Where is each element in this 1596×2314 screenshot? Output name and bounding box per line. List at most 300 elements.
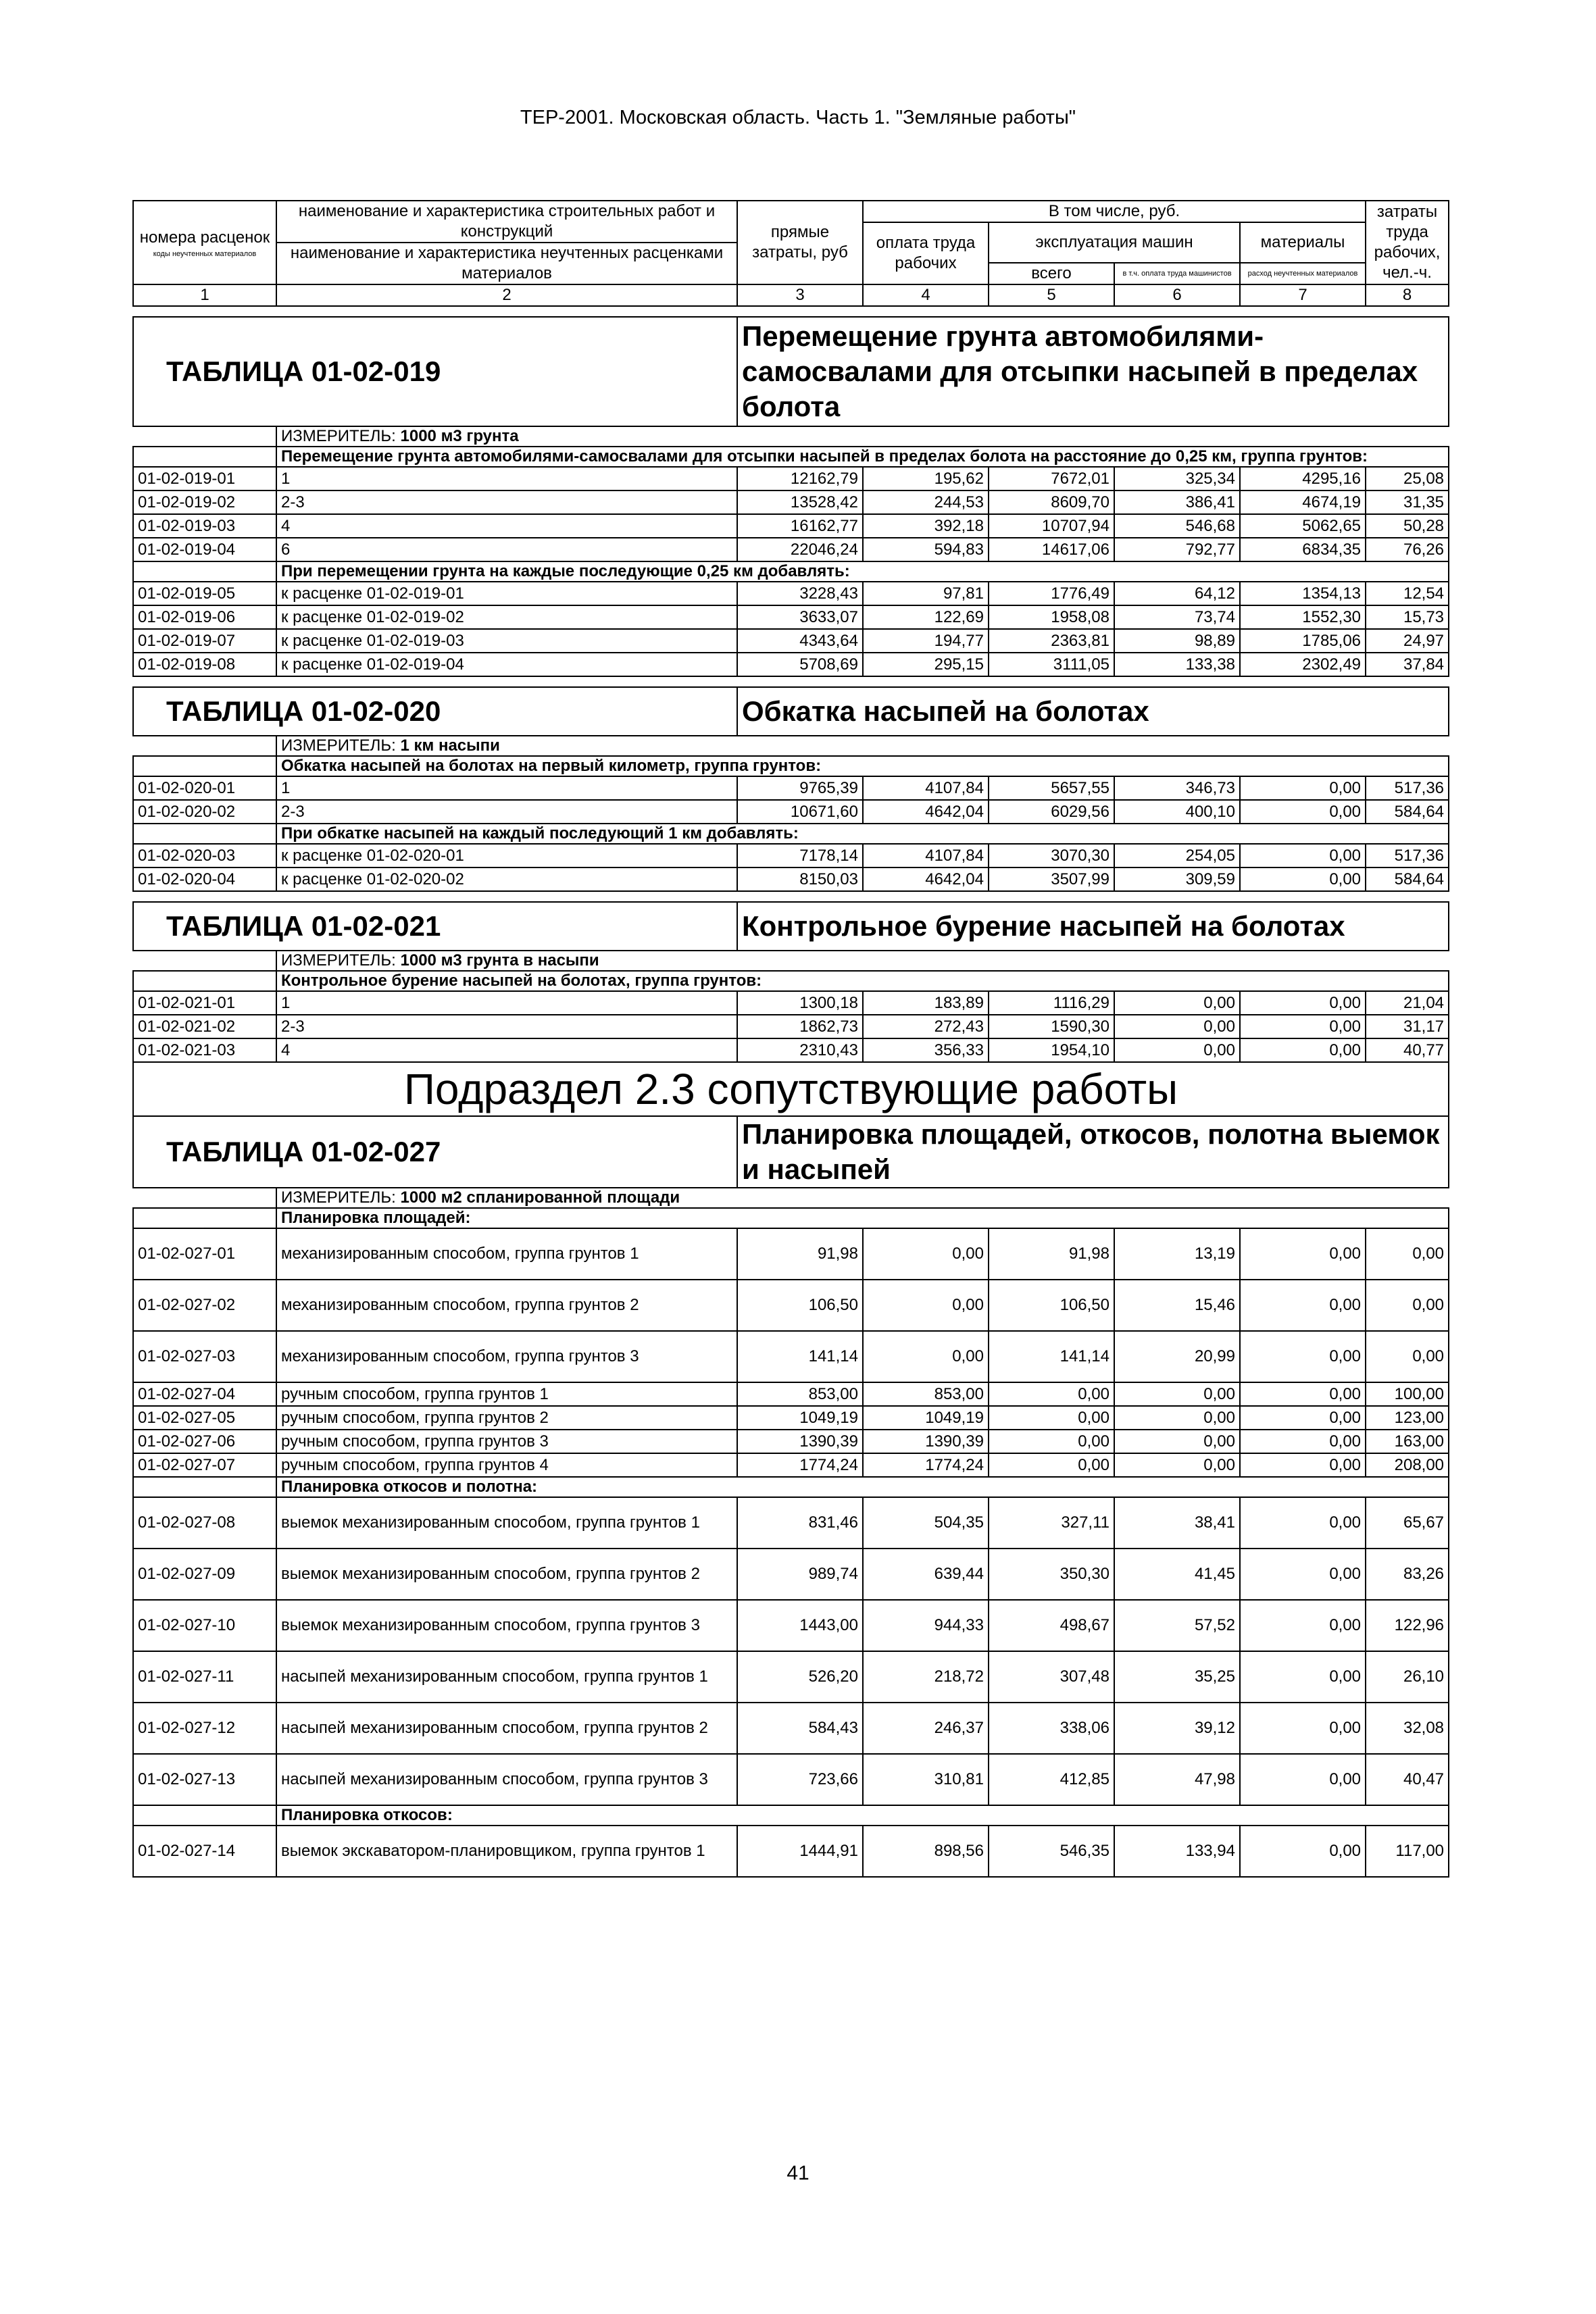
labor-cost: 208,00 [1366, 1453, 1449, 1477]
materials: 0,00 [1240, 776, 1366, 800]
column-number: 4 [863, 284, 989, 306]
machines-pay: 57,52 [1114, 1600, 1240, 1651]
rate-name: 2-3 [276, 800, 737, 824]
meter-value: 1000 м2 спланированной площади [400, 1188, 680, 1207]
materials: 0,00 [1240, 1651, 1366, 1703]
machines-pay: 38,41 [1114, 1497, 1240, 1549]
table-header [133, 201, 1449, 306]
table-row [133, 1703, 1449, 1754]
rate-name: к расценке 01-02-019-01 [276, 582, 737, 605]
group-heading: Планировка площадей: [276, 1208, 1449, 1228]
labor-cost: 163,00 [1366, 1430, 1449, 1453]
spacer [133, 891, 1449, 902]
machines-pay: 0,00 [1114, 1382, 1240, 1406]
labor-pay: 0,00 [863, 1280, 989, 1331]
meter-cell [276, 736, 1449, 756]
table-title-row [133, 902, 1449, 951]
table-row [133, 538, 1449, 561]
spacer [133, 306, 1449, 317]
rate-name: насыпей механизированным способом, группа грунтов 3 [276, 1754, 737, 1805]
materials: 0,00 [1240, 1382, 1366, 1406]
machines-total: 0,00 [989, 1453, 1114, 1477]
meter-row [133, 426, 1449, 447]
labor-pay: 4107,84 [863, 844, 989, 867]
meter-value: 1000 м3 грунта [400, 427, 519, 445]
rate-code: 01-02-019-03 [133, 514, 276, 538]
table-row [133, 629, 1449, 653]
machines-total: 3111,05 [989, 653, 1114, 676]
machines-total: 7672,01 [989, 467, 1114, 491]
group-heading-spacer [133, 561, 276, 582]
labor-pay: 4642,04 [863, 800, 989, 824]
table-row [133, 1430, 1449, 1453]
subsection-row [133, 1062, 1449, 1116]
group-heading: Планировка откосов и полотна: [276, 1477, 1449, 1497]
labor-pay: 594,83 [863, 538, 989, 561]
direct-cost: 3633,07 [737, 605, 863, 629]
labor-cost: 122,96 [1366, 1600, 1449, 1651]
meter-value: 1 км насыпи [400, 736, 500, 755]
labor-pay: 944,33 [863, 1600, 989, 1651]
labor-cost: 25,08 [1366, 467, 1449, 491]
rate-code: 01-02-027-07 [133, 1453, 276, 1477]
table-row [133, 1038, 1449, 1062]
rate-name: 2-3 [276, 491, 737, 514]
table-row [133, 1382, 1449, 1406]
machines-pay: 0,00 [1114, 1015, 1240, 1038]
machines-total: 1590,30 [989, 1015, 1114, 1038]
header-materials-use: расход неучтенных материалов [1240, 263, 1366, 284]
machines-pay: 20,99 [1114, 1331, 1240, 1382]
group-heading-row [133, 971, 1449, 991]
machines-pay: 47,98 [1114, 1754, 1240, 1805]
header-including: В том числе, руб. [863, 201, 1366, 222]
machines-pay: 41,45 [1114, 1549, 1240, 1600]
table-title: Перемещение грунта автомобилями-самосвалами для отсыпки насыпей в пределах болота [737, 317, 1449, 426]
labor-cost: 40,77 [1366, 1038, 1449, 1062]
labor-cost: 21,04 [1366, 991, 1449, 1015]
rate-name: 1 [276, 776, 737, 800]
labor-cost: 31,17 [1366, 1015, 1449, 1038]
rate-code: 01-02-019-07 [133, 629, 276, 653]
direct-cost: 853,00 [737, 1382, 863, 1406]
header-labor-pay: оплата труда рабочих [863, 222, 989, 284]
table-label: ТАБЛИЦА 01-02-027 [133, 1116, 737, 1188]
labor-pay: 244,53 [863, 491, 989, 514]
direct-cost: 16162,77 [737, 514, 863, 538]
rate-name: 1 [276, 467, 737, 491]
meter-spacer [133, 1188, 276, 1208]
machines-total: 307,48 [989, 1651, 1114, 1703]
table-row [133, 1826, 1449, 1877]
labor-pay: 639,44 [863, 1549, 989, 1600]
materials: 0,00 [1240, 1600, 1366, 1651]
rates-table [132, 200, 1449, 1878]
column-number: 6 [1114, 284, 1240, 306]
labor-pay: 218,72 [863, 1651, 989, 1703]
materials: 0,00 [1240, 1015, 1366, 1038]
labor-cost: 24,97 [1366, 629, 1449, 653]
group-heading: Обкатка насыпей на болотах на первый километр, группа грунтов: [276, 756, 1449, 776]
materials: 0,00 [1240, 867, 1366, 891]
machines-pay: 73,74 [1114, 605, 1240, 629]
machines-total: 0,00 [989, 1382, 1114, 1406]
rate-code: 01-02-021-03 [133, 1038, 276, 1062]
machines-total: 3070,30 [989, 844, 1114, 867]
labor-cost: 584,64 [1366, 800, 1449, 824]
materials: 0,00 [1240, 1331, 1366, 1382]
meter-spacer [133, 426, 276, 447]
table-row [133, 1600, 1449, 1651]
machines-total: 498,67 [989, 1600, 1114, 1651]
table-label: ТАБЛИЦА 01-02-019 [133, 317, 737, 426]
rate-name: 4 [276, 514, 737, 538]
labor-cost: 0,00 [1366, 1228, 1449, 1280]
materials: 1354,13 [1240, 582, 1366, 605]
table-row [133, 1453, 1449, 1477]
column-number: 7 [1240, 284, 1366, 306]
machines-pay: 133,94 [1114, 1826, 1240, 1877]
materials: 4295,16 [1240, 467, 1366, 491]
machines-pay: 39,12 [1114, 1703, 1240, 1754]
header-name-top: наименование и характеристика строительных работ и конструкций [277, 201, 737, 243]
materials: 0,00 [1240, 991, 1366, 1015]
meter-row [133, 951, 1449, 971]
direct-cost: 831,46 [737, 1497, 863, 1549]
table-row [133, 1754, 1449, 1805]
direct-cost: 5708,69 [737, 653, 863, 676]
labor-pay: 246,37 [863, 1703, 989, 1754]
labor-cost: 26,10 [1366, 1651, 1449, 1703]
materials: 0,00 [1240, 1228, 1366, 1280]
labor-pay: 295,15 [863, 653, 989, 676]
materials: 1785,06 [1240, 629, 1366, 653]
meter-spacer [133, 951, 276, 971]
labor-pay: 4107,84 [863, 776, 989, 800]
machines-pay: 400,10 [1114, 800, 1240, 824]
direct-cost: 1390,39 [737, 1430, 863, 1453]
page-header: ТЕР-2001. Московская область. Часть 1. "Земляные работы" [520, 107, 1076, 128]
labor-pay: 898,56 [863, 1826, 989, 1877]
machines-total: 338,06 [989, 1703, 1114, 1754]
spacer-row [133, 891, 1449, 902]
direct-cost: 4343,64 [737, 629, 863, 653]
machines-total: 1116,29 [989, 991, 1114, 1015]
header-machines: эксплуатация машин [989, 222, 1240, 263]
table-row [133, 867, 1449, 891]
meter-row [133, 1188, 1449, 1208]
materials: 0,00 [1240, 800, 1366, 824]
table-label: ТАБЛИЦА 01-02-021 [133, 902, 737, 951]
group-heading-spacer [133, 1805, 276, 1826]
rate-name: 6 [276, 538, 737, 561]
rate-code: 01-02-027-10 [133, 1600, 276, 1651]
rate-code: 01-02-027-14 [133, 1826, 276, 1877]
direct-cost: 1443,00 [737, 1600, 863, 1651]
rate-code: 01-02-027-09 [133, 1549, 276, 1600]
machines-total: 0,00 [989, 1406, 1114, 1430]
table-row [133, 514, 1449, 538]
materials: 0,00 [1240, 1038, 1366, 1062]
rate-name: 2-3 [276, 1015, 737, 1038]
column-number: 2 [276, 284, 737, 306]
direct-cost: 91,98 [737, 1228, 863, 1280]
machines-total: 1954,10 [989, 1038, 1114, 1062]
labor-pay: 194,77 [863, 629, 989, 653]
labor-pay: 310,81 [863, 1754, 989, 1805]
rate-code: 01-02-021-02 [133, 1015, 276, 1038]
column-number: 3 [737, 284, 863, 306]
table-row [133, 1406, 1449, 1430]
rate-code: 01-02-027-06 [133, 1430, 276, 1453]
table-row [133, 1280, 1449, 1331]
materials: 0,00 [1240, 1406, 1366, 1430]
rate-code: 01-02-021-01 [133, 991, 276, 1015]
meter-cell [276, 426, 1449, 447]
group-heading-spacer [133, 756, 276, 776]
rate-code: 01-02-019-01 [133, 467, 276, 491]
header-name-bottom: наименование и характеристика неучтенных расценками материалов [290, 244, 724, 282]
header-code-bottom: коды неучтенных материалов [153, 250, 257, 258]
group-heading-row [133, 1477, 1449, 1497]
materials: 0,00 [1240, 844, 1366, 867]
machines-pay: 0,00 [1114, 1453, 1240, 1477]
direct-cost: 7178,14 [737, 844, 863, 867]
header-labor-cost: затраты труда рабочих, чел.-ч. [1366, 201, 1449, 284]
table-title: Контрольное бурение насыпей на болотах [737, 902, 1449, 951]
rate-code: 01-02-027-08 [133, 1497, 276, 1549]
rate-name: выемок механизированным способом, группа грунтов 3 [276, 1600, 737, 1651]
header-code-top: номера расценок [139, 228, 270, 247]
machines-total: 91,98 [989, 1228, 1114, 1280]
rate-name: механизированным способом, группа грунтов 3 [276, 1331, 737, 1382]
group-heading-row [133, 756, 1449, 776]
rate-name: ручным способом, группа грунтов 1 [276, 1382, 737, 1406]
machines-pay: 13,19 [1114, 1228, 1240, 1280]
rate-name: насыпей механизированным способом, группа грунтов 2 [276, 1703, 737, 1754]
rate-code: 01-02-027-12 [133, 1703, 276, 1754]
labor-pay: 1049,19 [863, 1406, 989, 1430]
rate-name: ручным способом, группа грунтов 2 [276, 1406, 737, 1430]
rate-code: 01-02-027-01 [133, 1228, 276, 1280]
direct-cost: 723,66 [737, 1754, 863, 1805]
materials: 0,00 [1240, 1430, 1366, 1453]
rate-name: к расценке 01-02-019-04 [276, 653, 737, 676]
labor-cost: 517,36 [1366, 776, 1449, 800]
rate-name: ручным способом, группа грунтов 4 [276, 1453, 737, 1477]
table-title-row [133, 687, 1449, 736]
rate-code: 01-02-027-13 [133, 1754, 276, 1805]
header-machines-pay: в т.ч. оплата труда машинистов [1114, 263, 1240, 284]
table-row [133, 467, 1449, 491]
labor-pay: 1774,24 [863, 1453, 989, 1477]
direct-cost: 1444,91 [737, 1826, 863, 1877]
rate-name: 4 [276, 1038, 737, 1062]
machines-pay: 0,00 [1114, 1406, 1240, 1430]
group-heading: Перемещение грунта автомобилями-самосвалами для отсыпки насыпей в пределах болота на расстояние до 0,25 км, группа грунтов: [276, 447, 1449, 467]
machines-total: 3507,99 [989, 867, 1114, 891]
direct-cost: 106,50 [737, 1280, 863, 1331]
labor-cost: 517,36 [1366, 844, 1449, 867]
labor-cost: 117,00 [1366, 1826, 1449, 1877]
column-number: 5 [989, 284, 1114, 306]
direct-cost: 3228,43 [737, 582, 863, 605]
labor-cost: 40,47 [1366, 1754, 1449, 1805]
machines-pay: 792,77 [1114, 538, 1240, 561]
rate-code: 01-02-019-05 [133, 582, 276, 605]
machines-pay: 254,05 [1114, 844, 1240, 867]
machines-total: 546,35 [989, 1826, 1114, 1877]
spacer-row [133, 676, 1449, 687]
rate-name: к расценке 01-02-020-02 [276, 867, 737, 891]
rate-name: выемок экскаватором-планировщиком, группа грунтов 1 [276, 1826, 737, 1877]
machines-pay: 309,59 [1114, 867, 1240, 891]
group-heading-spacer [133, 447, 276, 467]
table-row [133, 491, 1449, 514]
labor-pay: 392,18 [863, 514, 989, 538]
table-row [133, 844, 1449, 867]
machines-pay: 15,46 [1114, 1280, 1240, 1331]
table-row [133, 1497, 1449, 1549]
labor-pay: 356,33 [863, 1038, 989, 1062]
labor-pay: 853,00 [863, 1382, 989, 1406]
direct-cost: 1774,24 [737, 1453, 863, 1477]
rate-name: выемок механизированным способом, группа грунтов 2 [276, 1549, 737, 1600]
group-heading: При перемещении грунта на каждые последующие 0,25 км добавлять: [276, 561, 1449, 582]
table-row [133, 1331, 1449, 1382]
direct-cost: 12162,79 [737, 467, 863, 491]
materials: 0,00 [1240, 1280, 1366, 1331]
table-row [133, 991, 1449, 1015]
materials: 0,00 [1240, 1453, 1366, 1477]
machines-total: 6029,56 [989, 800, 1114, 824]
labor-cost: 31,35 [1366, 491, 1449, 514]
direct-cost: 2310,43 [737, 1038, 863, 1062]
machines-total: 8609,70 [989, 491, 1114, 514]
group-heading-spacer [133, 824, 276, 844]
materials: 0,00 [1240, 1754, 1366, 1805]
labor-pay: 1390,39 [863, 1430, 989, 1453]
machines-total: 141,14 [989, 1331, 1114, 1382]
labor-pay: 504,35 [863, 1497, 989, 1549]
direct-cost: 141,14 [737, 1331, 863, 1382]
machines-pay: 35,25 [1114, 1651, 1240, 1703]
rate-code: 01-02-019-04 [133, 538, 276, 561]
materials: 2302,49 [1240, 653, 1366, 676]
machines-pay: 133,38 [1114, 653, 1240, 676]
meter-label: ИЗМЕРИТЕЛЬ: [281, 427, 396, 445]
group-heading-row [133, 1208, 1449, 1228]
machines-pay: 98,89 [1114, 629, 1240, 653]
rate-code: 01-02-027-05 [133, 1406, 276, 1430]
rate-code: 01-02-020-04 [133, 867, 276, 891]
labor-pay: 97,81 [863, 582, 989, 605]
column-number: 1 [133, 284, 276, 306]
labor-cost: 32,08 [1366, 1703, 1449, 1754]
materials: 0,00 [1240, 1497, 1366, 1549]
rate-code: 01-02-019-02 [133, 491, 276, 514]
direct-cost: 22046,24 [737, 538, 863, 561]
rate-name: ручным способом, группа грунтов 3 [276, 1430, 737, 1453]
machines-total: 14617,06 [989, 538, 1114, 561]
labor-cost: 584,64 [1366, 867, 1449, 891]
table-label: ТАБЛИЦА 01-02-020 [133, 687, 737, 736]
spacer-row [133, 306, 1449, 317]
rate-name: механизированным способом, группа грунтов 2 [276, 1280, 737, 1331]
machines-total: 1776,49 [989, 582, 1114, 605]
materials: 5062,65 [1240, 514, 1366, 538]
machines-pay: 325,34 [1114, 467, 1240, 491]
machines-total: 10707,94 [989, 514, 1114, 538]
materials: 0,00 [1240, 1826, 1366, 1877]
rate-name: к расценке 01-02-019-02 [276, 605, 737, 629]
machines-pay: 0,00 [1114, 1430, 1240, 1453]
table-row [133, 605, 1449, 629]
labor-cost: 65,67 [1366, 1497, 1449, 1549]
direct-cost: 526,20 [737, 1651, 863, 1703]
labor-cost: 76,26 [1366, 538, 1449, 561]
group-heading-spacer [133, 1208, 276, 1228]
materials: 4674,19 [1240, 491, 1366, 514]
header-name [276, 201, 737, 284]
rate-code: 01-02-027-11 [133, 1651, 276, 1703]
rate-name: к расценке 01-02-020-01 [276, 844, 737, 867]
group-heading: Планировка откосов: [276, 1805, 1449, 1826]
table-row [133, 800, 1449, 824]
meter-cell [276, 951, 1449, 971]
group-heading-row [133, 561, 1449, 582]
labor-pay: 4642,04 [863, 867, 989, 891]
machines-total: 2363,81 [989, 629, 1114, 653]
direct-cost: 989,74 [737, 1549, 863, 1600]
table-row [133, 1549, 1449, 1600]
group-heading-spacer [133, 1477, 276, 1497]
header-code [133, 201, 276, 284]
meter-label: ИЗМЕРИТЕЛЬ: [281, 1188, 396, 1207]
group-heading: Контрольное бурение насыпей на болотах, группа грунтов: [276, 971, 1449, 991]
rate-code: 01-02-020-01 [133, 776, 276, 800]
direct-cost: 8150,03 [737, 867, 863, 891]
header-materials: материалы [1240, 222, 1366, 263]
labor-cost: 83,26 [1366, 1549, 1449, 1600]
meter-value: 1000 м3 грунта в насыпи [400, 951, 599, 970]
spacer [133, 676, 1449, 687]
direct-cost: 13528,42 [737, 491, 863, 514]
meter-row [133, 736, 1449, 756]
table-title: Обкатка насыпей на болотах [737, 687, 1449, 736]
materials: 6834,35 [1240, 538, 1366, 561]
machines-pay: 64,12 [1114, 582, 1240, 605]
page-number: 41 [787, 2162, 809, 2184]
labor-pay: 183,89 [863, 991, 989, 1015]
rate-code: 01-02-019-08 [133, 653, 276, 676]
group-heading-row [133, 1805, 1449, 1826]
machines-total: 1958,08 [989, 605, 1114, 629]
meter-label: ИЗМЕРИТЕЛЬ: [281, 951, 396, 970]
labor-cost: 12,54 [1366, 582, 1449, 605]
column-number: 8 [1366, 284, 1449, 306]
direct-cost: 1049,19 [737, 1406, 863, 1430]
rate-name: 1 [276, 991, 737, 1015]
rate-code: 01-02-027-04 [133, 1382, 276, 1406]
rate-code: 01-02-020-02 [133, 800, 276, 824]
machines-pay: 346,73 [1114, 776, 1240, 800]
rate-name: выемок механизированным способом, группа грунтов 1 [276, 1497, 737, 1549]
direct-cost: 1862,73 [737, 1015, 863, 1038]
labor-cost: 50,28 [1366, 514, 1449, 538]
labor-pay: 195,62 [863, 467, 989, 491]
materials: 1552,30 [1240, 605, 1366, 629]
